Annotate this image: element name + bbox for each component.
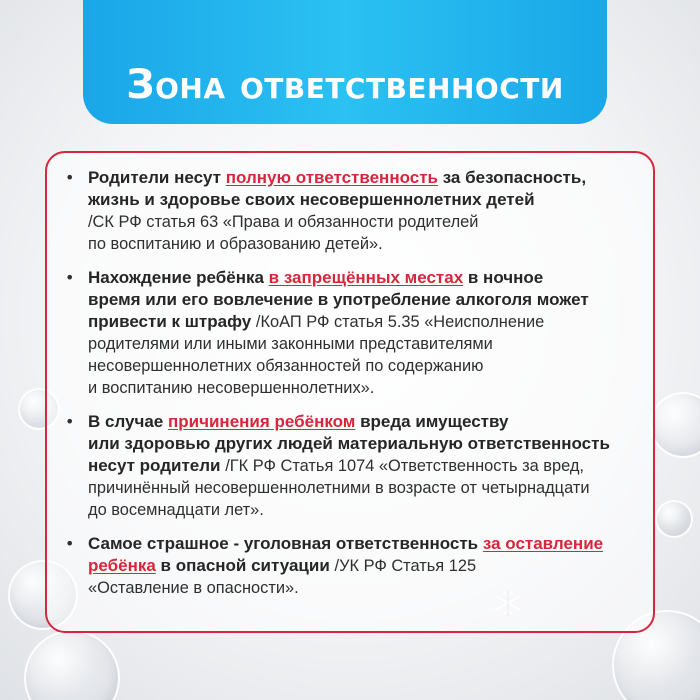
main-text: вреда имуществу bbox=[355, 412, 509, 431]
text-line bbox=[88, 455, 641, 477]
bubble-decoration bbox=[24, 630, 120, 700]
text-line bbox=[88, 355, 641, 377]
text-line bbox=[88, 433, 641, 455]
main-text: в ночное bbox=[463, 268, 544, 287]
page-title: Зона ответственности bbox=[126, 62, 564, 108]
text-line bbox=[88, 555, 641, 577]
bullet-item bbox=[61, 533, 641, 599]
text-line bbox=[88, 189, 641, 211]
highlight-text: в запрещённых местах bbox=[268, 268, 464, 287]
main-text: несут родители bbox=[88, 456, 226, 475]
law-reference-text: «Оставление в опасности». bbox=[88, 579, 299, 597]
bubble-decoration bbox=[650, 392, 700, 458]
main-text: время или его вовлечение в употребление алкоголя может bbox=[88, 290, 589, 309]
content-card bbox=[45, 151, 655, 633]
highlight-text: полную ответственность bbox=[225, 168, 438, 187]
text-line bbox=[88, 267, 641, 289]
header-banner bbox=[83, 0, 607, 124]
text-line bbox=[88, 411, 641, 433]
highlight-text: за оставление bbox=[482, 534, 604, 553]
text-line bbox=[88, 377, 641, 399]
bullet-item bbox=[61, 267, 641, 399]
law-reference-text: до восемнадцати лет». bbox=[88, 501, 264, 519]
text-line bbox=[88, 333, 641, 355]
law-reference-text: несовершеннолетних обязанностей по содержанию bbox=[88, 357, 484, 375]
main-text: Самое страшное - уголовная ответственность bbox=[88, 534, 483, 553]
highlight-text: причинения ребёнком bbox=[168, 412, 356, 431]
text-line bbox=[88, 289, 641, 311]
main-text: В случае bbox=[88, 412, 168, 431]
bullet-item bbox=[61, 167, 641, 255]
law-reference-text: /ГК РФ Статья 1074 «Ответственность за вред, bbox=[225, 457, 584, 475]
bullet-item bbox=[61, 411, 641, 521]
law-reference-text: причинённый несовершеннолетними в возрасте от четырнадцати bbox=[88, 479, 590, 497]
snowflake-icon bbox=[493, 588, 523, 618]
text-line bbox=[88, 499, 641, 521]
text-line bbox=[88, 577, 641, 599]
law-reference-text: /КоАП РФ статья 5.35 «Неисполнение bbox=[255, 313, 545, 331]
highlight-text: ребёнка bbox=[88, 556, 156, 575]
text-line bbox=[88, 533, 641, 555]
bubble-decoration bbox=[655, 500, 693, 538]
text-line bbox=[88, 211, 641, 233]
law-reference-text: /УК РФ Статья 125 bbox=[334, 557, 477, 575]
law-reference-text: по воспитанию и образованию детей». bbox=[88, 235, 383, 253]
text-line bbox=[88, 477, 641, 499]
main-text: Нахождение ребёнка bbox=[88, 268, 269, 287]
law-reference-text: /СК РФ статья 63 «Права и обязанности родителей bbox=[88, 213, 479, 231]
text-line bbox=[88, 167, 641, 189]
main-text: за безопасность, bbox=[437, 168, 587, 187]
law-reference-text: родителями или иными законными представителями bbox=[88, 335, 493, 353]
main-text: жизнь и здоровье своих несовершеннолетних детей bbox=[88, 190, 535, 209]
main-text: или здоровью других людей материальную ответственность bbox=[88, 434, 610, 453]
bullet-list bbox=[61, 167, 641, 599]
text-line bbox=[88, 311, 641, 333]
law-reference-text: и воспитанию несовершеннолетних». bbox=[88, 379, 375, 397]
main-text: в опасной ситуации bbox=[155, 556, 335, 575]
main-text: Родители несут bbox=[88, 168, 226, 187]
main-text: привести к штрафу bbox=[88, 312, 256, 331]
text-line bbox=[88, 233, 641, 255]
